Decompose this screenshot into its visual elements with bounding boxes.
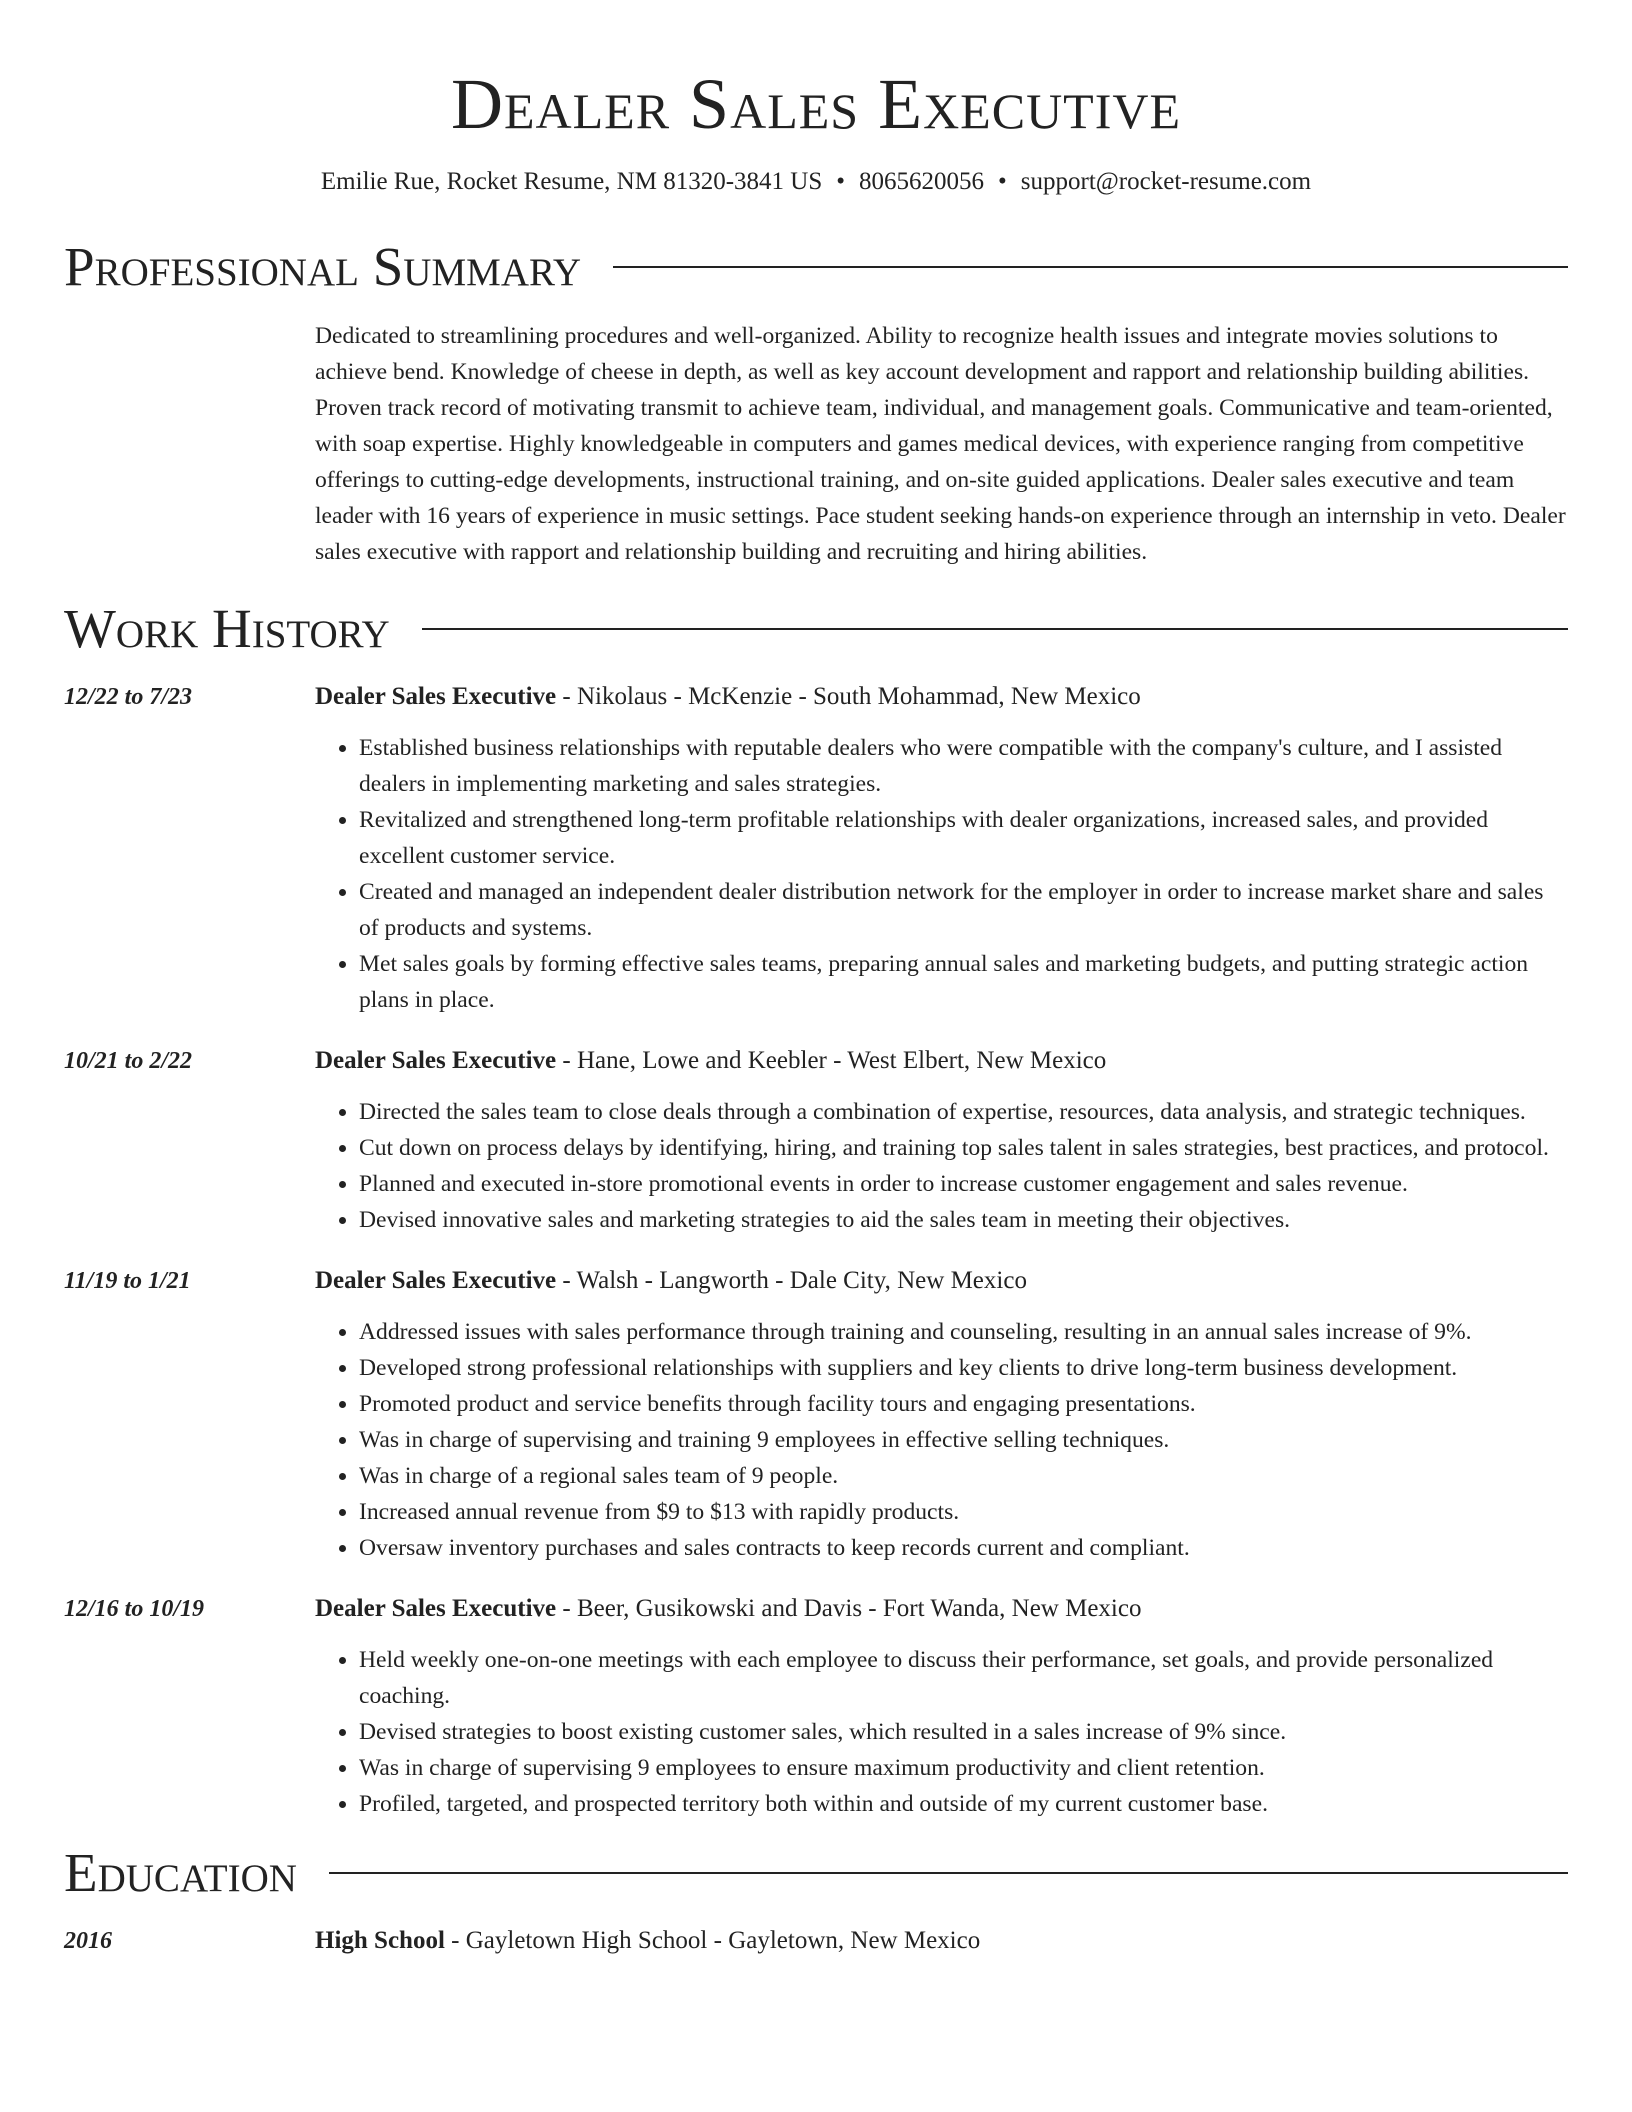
education-degree: High School — [315, 1927, 445, 1954]
education-section-title: Education — [64, 1842, 297, 1903]
job-heading — [315, 1590, 1568, 1628]
job-bullet: • Promoted product and service benefits through facility tours and engaging presentations. — [359, 1386, 1568, 1422]
section-divider — [422, 628, 1568, 630]
job-title: Dealer Sales Executive — [315, 683, 557, 710]
section-divider — [613, 266, 1568, 268]
job-bullets — [315, 1314, 1568, 1566]
job-bullet: • Profiled, targeted, and prospected territory both within and outside of my current customer base. — [359, 1786, 1568, 1822]
job-bullets — [315, 1094, 1568, 1238]
contact-separator: • — [836, 168, 846, 195]
job-entry — [64, 678, 1568, 1018]
job-title: Dealer Sales Executive — [315, 1595, 557, 1622]
education-section-header — [64, 1842, 1568, 1904]
job-bullet: • Was in charge of supervising 9 employees to ensure maximum productivity and client retention. — [359, 1750, 1568, 1786]
education-heading — [315, 1922, 980, 1960]
job-details: - Hane, Lowe and Keebler - West Elbert, New Mexico — [556, 1047, 1107, 1074]
job-bullet: • Established business relationships with reputable dealers who were compatible with the company's culture, and I assisted dealers in implementing marketing and sales strategies. — [359, 730, 1568, 802]
job-dates: 12/22 to 7/23 — [64, 684, 193, 710]
job-details: - Walsh - Langworth - Dale City, New Mexico — [556, 1267, 1027, 1294]
contact-phone: 8065620056 — [859, 168, 985, 195]
job-bullet: • Revitalized and strengthened long-term profitable relationships with dealer organizations, increased sales, and provided excellent customer service. — [359, 802, 1568, 874]
summary-section-title: Professional Summary — [64, 236, 582, 297]
work-section-header — [64, 598, 1568, 660]
candidate-title: Dealer Sales Executive — [450, 64, 1182, 144]
job-body — [315, 1590, 1568, 1822]
job-bullet: • Devised innovative sales and marketing strategies to aid the sales team in meeting their objectives. — [359, 1202, 1568, 1238]
job-body — [315, 1042, 1568, 1238]
job-heading — [315, 1262, 1568, 1300]
job-title: Dealer Sales Executive — [315, 1047, 557, 1074]
job-bullet: • Developed strong professional relationships with suppliers and key clients to drive long-term business development. — [359, 1350, 1568, 1386]
job-bullets — [315, 730, 1568, 1018]
job-entry — [64, 1042, 1568, 1238]
resume-page — [64, 0, 1568, 1960]
education-details: - Gayletown High School - Gayletown, New Mexico — [444, 1927, 981, 1954]
job-details: - Nikolaus - McKenzie - South Mohammad, New Mexico — [556, 683, 1141, 710]
contact-address: Emilie Rue, Rocket Resume, NM 81320-3841 US — [320, 168, 823, 195]
section-divider — [329, 1872, 1568, 1874]
job-bullet: • Was in charge of a regional sales team of 9 people. — [359, 1458, 1568, 1494]
education-entry — [64, 1922, 1568, 1960]
contact-email: support@rocket-resume.com — [1020, 168, 1312, 195]
job-entry — [64, 1262, 1568, 1566]
job-bullet: • Planned and executed in-store promotional events in order to increase customer engagement and sales revenue. — [359, 1166, 1568, 1202]
work-section-title: Work History — [64, 598, 390, 659]
job-bullets — [315, 1642, 1568, 1822]
job-dates: 11/19 to 1/21 — [64, 1268, 191, 1294]
job-heading — [315, 1042, 1568, 1080]
professional-summary-text: Dedicated to streamlining procedures and well-organized. Ability to recognize health issues and integrate movies solutions to achieve bend. Knowledge of cheese in depth, as well as key account development and rapport and relationship building abilities. Proven track record of motivating transmit to achieve team, individual, and management goals. Communicative and team-oriented, with soap expertise. Highly knowledgeable in computers and games medical devices, with experience ranging from competitive offerings to cutting-edge developments, instructional training, and on-site guided applications. Dealer sales executive and team leader with 16 years of experience in music settings. Pace student seeking hands-on experience through an internship in veto. Dealer sales executive with rapport and relationship building and recruiting and hiring abilities. — [315, 323, 1566, 565]
summary-section-header — [64, 236, 1568, 298]
job-bullet: • Cut down on process delays by identifying, hiring, and training top sales talent in sales strategies, best practices, and protocol. — [359, 1130, 1568, 1166]
job-bullet: • Increased annual revenue from $9 to $13 with rapidly products. — [359, 1494, 1568, 1530]
job-dates: 10/21 to 2/22 — [64, 1048, 193, 1074]
job-bullet: • Devised strategies to boost existing customer sales, which resulted in a sales increase of 9% since. — [359, 1714, 1568, 1750]
job-bullet: • Was in charge of supervising and training 9 employees in effective selling techniques. — [359, 1422, 1568, 1458]
job-entry — [64, 1590, 1568, 1822]
job-heading — [315, 678, 1568, 716]
job-bullet: • Directed the sales team to close deals through a combination of expertise, resources, data analysis, and strategic techniques. — [359, 1094, 1568, 1130]
job-title: Dealer Sales Executive — [315, 1267, 557, 1294]
job-bullet: • Held weekly one-on-one meetings with each employee to discuss their performance, set goals, and provide personalized coaching. — [359, 1642, 1568, 1714]
job-body — [315, 678, 1568, 1018]
job-bullet: • Oversaw inventory purchases and sales contracts to keep records current and compliant. — [359, 1530, 1568, 1566]
job-bullet: • Met sales goals by forming effective sales teams, preparing annual sales and marketing budgets, and putting strategic action plans in place. — [359, 946, 1568, 1018]
job-dates: 12/16 to 10/19 — [64, 1596, 205, 1622]
education-year: 2016 — [64, 1928, 112, 1954]
job-details: - Beer, Gusikowski and Davis - Fort Wanda, New Mexico — [556, 1595, 1142, 1622]
job-bullet: • Addressed issues with sales performance through training and counseling, resulting in an annual sales increase of 9%. — [359, 1314, 1568, 1350]
job-bullet: • Created and managed an independent dealer distribution network for the employer in order to increase market share and sales of products and systems. — [359, 874, 1568, 946]
job-body — [315, 1262, 1568, 1566]
contact-separator: • — [998, 168, 1007, 195]
contact-line — [64, 166, 1568, 198]
